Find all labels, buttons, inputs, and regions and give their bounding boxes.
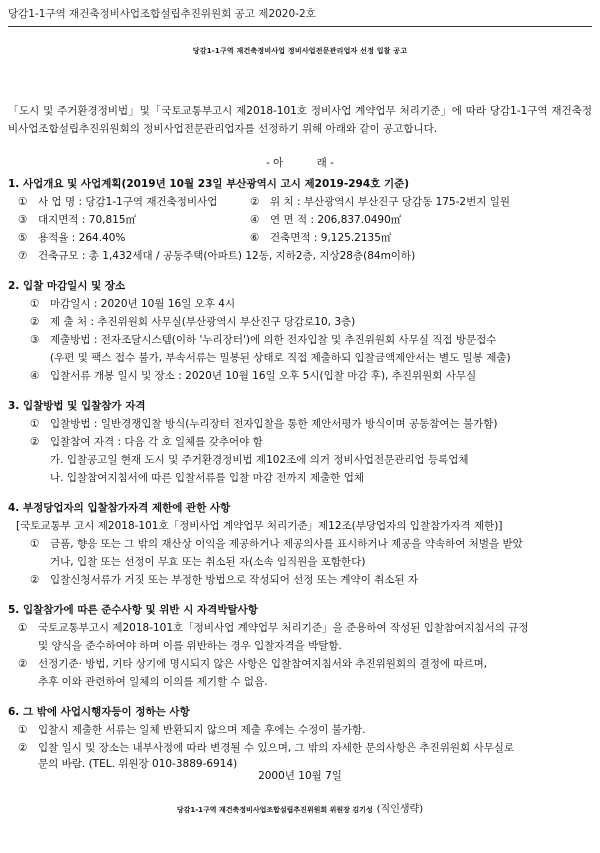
s2-row-2	[30, 314, 355, 329]
s4-basis: [국토교통부 고시 제2018-101호「정비사업 계약업무 처리기준」제12조(부당업자의 입찰참가자격 제한)]	[16, 520, 503, 532]
s1-row-3	[18, 230, 125, 245]
s1-site-area: 대지면적 : 70,815㎡	[38, 214, 137, 226]
marker: ①	[18, 724, 28, 736]
section-4-title: 4. 부정당업자의 입찰참가자격 제한에 관한 사항	[8, 502, 231, 514]
notice-title: 당감1-1구역 재건축정비사업 정비사업전문관리업자 선정 입찰 공고	[192, 47, 408, 55]
s1-row-2-right	[250, 212, 401, 227]
seal-note: (직인생략)	[376, 804, 424, 815]
s6-row-2	[18, 740, 514, 755]
s3-bid-method: 입찰방법 : 일반경쟁입찰 방식(누리장터 전자입찰을 통한 제안서평가 방식이며 공동참여는 불가함)	[50, 418, 498, 430]
s5-row-2	[18, 656, 487, 671]
s1-project-name: 사 업 명 : 당감1-1구역 재건축정비사업	[38, 196, 218, 208]
s2-submit-method: 제출방법 : 전자조달시스템(이하 '누리장터')에 의한 전자입찰 및 추진위원회 사무실 직접 방문접수	[50, 334, 497, 346]
s2-row-3b: (우편 및 팩스 접수 불가, 부속서류는 밀봉된 상태로 직접 제출하되 입찰금액제안서는 별도 밀봉 제출)	[50, 352, 511, 364]
marker: ①	[30, 298, 40, 310]
s1-location: 위 치 : 부산광역시 부산진구 당감동 175-2번지 일원	[270, 196, 510, 208]
s1-row-3-right	[250, 230, 391, 245]
s3-qualification: 입찰참여 자격 : 다음 각 호 일체를 갖추어야 함	[50, 436, 263, 448]
marker: ⑦	[18, 250, 28, 262]
s5-row-2b: 추후 이와 관련하여 일체의 이의를 제기할 수 없음.	[38, 676, 268, 688]
s2-row-4	[30, 368, 476, 383]
s4-row-1	[30, 536, 523, 551]
s1-building-scale: 건축규모 : 총 1,432세대 / 공동주택(아파트) 12동, 지하2층, 지상28층(84m이하)	[38, 250, 416, 262]
marker: ①	[30, 418, 40, 430]
s2-opening: 입찰서류 개봉 일시 및 장소 : 2020년 10월 16일 오후 5시(입찰 마감 후), 추진위원회 사무실	[50, 370, 477, 382]
signature-line	[0, 800, 600, 815]
marker: ①	[18, 196, 28, 208]
marker: ②	[18, 742, 28, 754]
s3-row-2a: 가. 입찰공고일 현재 도시 및 주거환경정비법 제102조에 의거 정비사업전문관리업 등록업체	[50, 454, 469, 466]
marker: ②	[250, 196, 260, 208]
s1-row-1-right	[250, 194, 510, 209]
header-divider	[8, 26, 592, 27]
s1-building-area: 건축면적 : 9,125.2135㎡	[270, 232, 392, 244]
s1-row-2	[18, 212, 136, 227]
s1-row-1	[18, 194, 217, 209]
s3-row-2b: 나. 입찰참여지침서에 따른 입찰서류를 입찰 마감 전까지 제출한 업체	[50, 472, 365, 484]
marker: ⑤	[18, 232, 28, 244]
marker: ②	[30, 574, 40, 586]
notice-header: 당감1-1구역 재건축정비사업조합설립추진위원회 공고 제2020-2호	[8, 8, 316, 20]
s2-submit-place: 제 출 처 : 추진위원회 사무실(부산광역시 부산진구 당감로10, 3층)	[50, 316, 356, 328]
s6-other-2: 입찰 일시 및 장소는 내부사정에 따라 변경될 수 있으며, 그 밖의 자세한 문의사항은 추진위원회 사무실로	[38, 742, 515, 754]
marker: ②	[18, 658, 28, 670]
s1-floor-area-ratio: 용적율 : 264.40%	[38, 232, 126, 244]
s4-row-2	[30, 572, 418, 587]
s3-row-1	[30, 416, 498, 431]
intro-paragraph: 「도시 및 주거환경정비법」및「국토교통부고시 제2018-101호 정비사업 계약업무 처리기준」에 따라 당감1-1구역 재건축정비사업조합설립추진위원회의 정비사업전문관리업자를 선정하기 위해 아래와 같이 공고합니다.	[8, 105, 592, 135]
s5-row-1b: 및 양식을 준수하여야 하며 이를 위반하는 경우 입찰자격을 박탈함.	[38, 640, 342, 652]
marker: ③	[18, 214, 28, 226]
section-1-title: 1. 사업개요 및 사업계획(2019년 10월 23일 부산광역시 고시 제2019-294호 기준)	[8, 178, 410, 190]
s1-floor-area: 연 면 적 : 206,837.0490㎡	[270, 214, 402, 226]
marker: ⑥	[250, 232, 260, 244]
marker: ①	[30, 538, 40, 550]
section-3-title: 3. 입찰방법 및 입찰참가 자격	[8, 400, 146, 412]
s1-row-4	[18, 248, 415, 263]
marker: ②	[30, 436, 40, 448]
section-6-title: 6. 그 밖에 사업시행자등이 정하는 사항	[8, 706, 190, 718]
marker: ③	[30, 334, 40, 346]
marker: ①	[18, 622, 28, 634]
s5-compliance-1: 국토교통부고시 제2018-101호「정비사업 계약업무 처리기준」을 준용하여 작성된 입찰참여지침서의 규정	[38, 622, 529, 634]
s4-restriction-1: 금품, 향응 또는 그 밖의 재산상 이익을 제공하거나 제공의사를 표시하거나 제공을 약속하여 처벌을 받았	[50, 538, 523, 550]
notice-date: 2000년 10월 7일	[258, 770, 342, 782]
marker: ④	[30, 370, 40, 382]
s5-compliance-2: 선정기준· 방법, 기타 상기에 명시되지 않은 사항은 입찰참여지침서와 추진위원회의 결정에 따르며,	[38, 658, 488, 670]
below-label: - 아 래 -	[266, 157, 334, 169]
s5-row-1	[18, 620, 529, 635]
s4-row-1b: 거나, 입찰 또는 선정이 무효 또는 취소된 자(소속 임직원을 포함한다)	[50, 556, 366, 568]
s4-restriction-2: 입찰신청서류가 거짓 또는 부정한 방법으로 작성되어 선정 또는 계약이 취소된 자	[50, 574, 419, 586]
s2-row-1	[30, 296, 235, 311]
section-2-title: 2. 입찰 마감일시 및 장소	[8, 280, 126, 292]
s2-row-3	[30, 332, 496, 347]
marker: ②	[30, 316, 40, 328]
s2-deadline: 마감일시 : 2020년 10월 16일 오후 4시	[50, 298, 236, 310]
s6-row-2b: 문의 바람. (TEL. 위원장 010-3889-6914)	[38, 758, 238, 770]
signature-text: 당감1-1구역 재건축정비사업조합설립추진위원회 위원장 김기성	[176, 806, 373, 814]
marker: ④	[250, 214, 260, 226]
s6-other-1: 입찰시 제출한 서류는 일체 반환되지 않으며 제출 후에는 수정이 불가함.	[38, 724, 366, 736]
s6-row-1	[18, 722, 366, 737]
s3-row-2	[30, 434, 263, 449]
section-5-title: 5. 입찰참가에 따른 준수사항 및 위반 시 자격박탈사항	[8, 604, 258, 616]
